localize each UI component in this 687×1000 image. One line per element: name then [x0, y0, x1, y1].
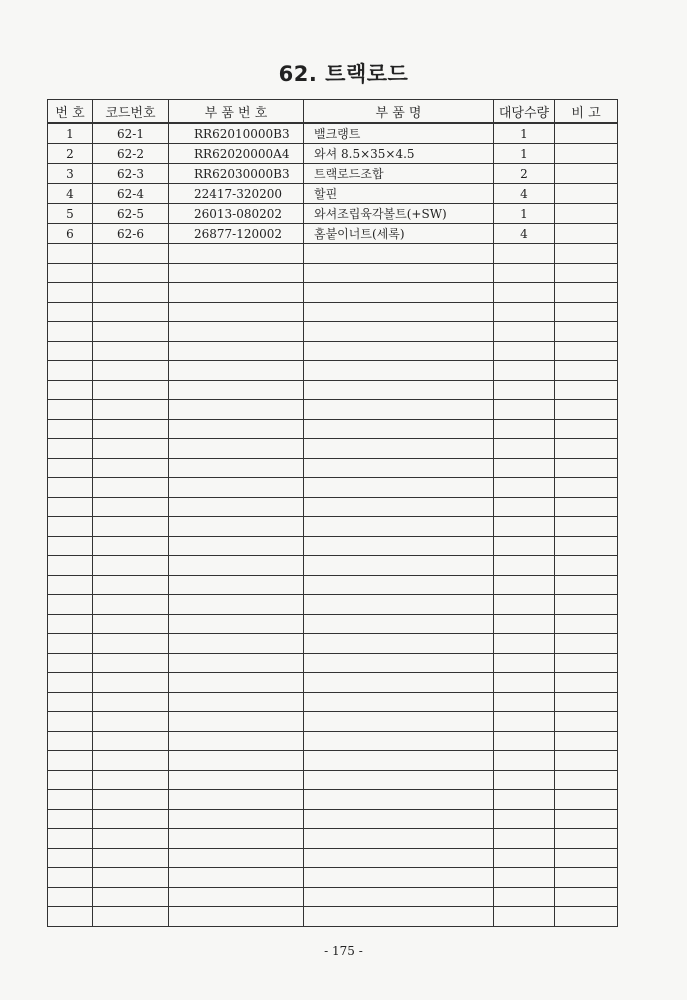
empty-cell: [93, 809, 169, 829]
empty-cell: [48, 439, 93, 459]
empty-cell: [494, 712, 555, 732]
empty-cell: [304, 751, 494, 771]
cell-part-name: 와셔조립육각볼트(+SW): [304, 204, 494, 224]
empty-cell: [48, 478, 93, 498]
empty-table-row: [48, 829, 618, 849]
cell-quantity: 2: [494, 164, 555, 184]
empty-cell: [555, 361, 618, 381]
empty-cell: [494, 322, 555, 342]
empty-cell: [48, 322, 93, 342]
cell-part-number: 26013-080202: [169, 204, 304, 224]
empty-cell: [555, 614, 618, 634]
empty-cell: [555, 458, 618, 478]
parts-table: [47, 99, 618, 927]
empty-cell: [93, 380, 169, 400]
empty-cell: [93, 595, 169, 615]
empty-cell: [93, 731, 169, 751]
empty-cell: [48, 848, 93, 868]
empty-cell: [555, 556, 618, 576]
header-part-name: 부 품 명: [304, 100, 494, 124]
empty-cell: [304, 770, 494, 790]
empty-cell: [555, 400, 618, 420]
empty-cell: [93, 361, 169, 381]
empty-cell: [48, 556, 93, 576]
empty-cell: [555, 263, 618, 283]
empty-cell: [555, 517, 618, 537]
empty-cell: [93, 848, 169, 868]
empty-cell: [169, 244, 304, 264]
empty-cell: [169, 283, 304, 303]
empty-cell: [494, 478, 555, 498]
table-row: [48, 144, 618, 164]
empty-cell: [304, 731, 494, 751]
empty-cell: [169, 595, 304, 615]
empty-cell: [494, 556, 555, 576]
page-title: 62. 트랙로드: [278, 62, 409, 86]
empty-table-row: [48, 692, 618, 712]
empty-cell: [304, 244, 494, 264]
empty-cell: [48, 751, 93, 771]
empty-cell: [48, 400, 93, 420]
empty-table-row: [48, 712, 618, 732]
empty-cell: [494, 458, 555, 478]
empty-cell: [48, 302, 93, 322]
empty-table-row: [48, 634, 618, 654]
empty-cell: [48, 614, 93, 634]
empty-table-row: [48, 341, 618, 361]
empty-cell: [555, 419, 618, 439]
empty-cell: [555, 439, 618, 459]
empty-table-row: [48, 751, 618, 771]
empty-cell: [169, 770, 304, 790]
empty-cell: [48, 653, 93, 673]
empty-cell: [169, 731, 304, 751]
empty-cell: [169, 790, 304, 810]
cell-part-number: RR62010000B3: [169, 123, 304, 144]
empty-cell: [555, 595, 618, 615]
empty-cell: [304, 556, 494, 576]
empty-cell: [494, 595, 555, 615]
empty-cell: [555, 244, 618, 264]
empty-cell: [48, 536, 93, 556]
cell-part-name: 트랙로드조합: [304, 164, 494, 184]
empty-cell: [494, 848, 555, 868]
empty-cell: [48, 634, 93, 654]
cell-quantity: 4: [494, 224, 555, 244]
empty-cell: [304, 478, 494, 498]
empty-cell: [304, 283, 494, 303]
empty-cell: [93, 751, 169, 771]
cell-remarks: [555, 224, 618, 244]
empty-table-row: [48, 536, 618, 556]
empty-cell: [93, 263, 169, 283]
empty-cell: [494, 361, 555, 381]
empty-cell: [93, 517, 169, 537]
empty-cell: [48, 770, 93, 790]
empty-table-row: [48, 868, 618, 888]
empty-cell: [93, 887, 169, 907]
cell-number: 6: [48, 224, 93, 244]
empty-cell: [93, 302, 169, 322]
empty-cell: [169, 673, 304, 693]
empty-cell: [93, 478, 169, 498]
cell-part-number: 22417-320200: [169, 184, 304, 204]
table-row: [48, 184, 618, 204]
cell-number: 1: [48, 123, 93, 144]
cell-quantity: 1: [494, 123, 555, 144]
cell-part-name: 홈붙이너트(세록): [304, 224, 494, 244]
empty-table-row: [48, 478, 618, 498]
empty-cell: [48, 419, 93, 439]
empty-cell: [169, 400, 304, 420]
empty-cell: [304, 653, 494, 673]
empty-cell: [494, 907, 555, 927]
empty-cell: [494, 887, 555, 907]
empty-cell: [494, 673, 555, 693]
empty-cell: [304, 595, 494, 615]
cell-remarks: [555, 123, 618, 144]
empty-table-row: [48, 380, 618, 400]
empty-cell: [169, 361, 304, 381]
empty-cell: [169, 380, 304, 400]
empty-cell: [555, 673, 618, 693]
empty-cell: [304, 439, 494, 459]
empty-cell: [93, 400, 169, 420]
empty-cell: [494, 283, 555, 303]
empty-cell: [48, 458, 93, 478]
empty-cell: [555, 809, 618, 829]
empty-cell: [555, 790, 618, 810]
cell-part-name: 할핀: [304, 184, 494, 204]
empty-cell: [93, 322, 169, 342]
empty-cell: [304, 692, 494, 712]
empty-cell: [93, 653, 169, 673]
empty-cell: [169, 263, 304, 283]
empty-cell: [555, 380, 618, 400]
empty-cell: [494, 809, 555, 829]
empty-cell: [93, 829, 169, 849]
empty-cell: [169, 536, 304, 556]
empty-cell: [304, 341, 494, 361]
empty-cell: [304, 829, 494, 849]
empty-table-row: [48, 770, 618, 790]
empty-cell: [494, 302, 555, 322]
cell-code: 62-3: [93, 164, 169, 184]
empty-cell: [169, 302, 304, 322]
empty-table-row: [48, 595, 618, 615]
empty-cell: [555, 751, 618, 771]
empty-table-row: [48, 458, 618, 478]
empty-table-row: [48, 887, 618, 907]
empty-cell: [169, 458, 304, 478]
empty-cell: [494, 731, 555, 751]
cell-part-name: 와셔 8.5×35×4.5: [304, 144, 494, 164]
empty-table-row: [48, 283, 618, 303]
empty-cell: [494, 380, 555, 400]
header-number: 번 호: [48, 100, 93, 124]
empty-cell: [93, 614, 169, 634]
empty-cell: [169, 419, 304, 439]
empty-cell: [304, 458, 494, 478]
empty-table-row: [48, 575, 618, 595]
cell-part-number: 26877-120002: [169, 224, 304, 244]
empty-table-row: [48, 556, 618, 576]
empty-table-row: [48, 302, 618, 322]
cell-number: 5: [48, 204, 93, 224]
empty-cell: [93, 439, 169, 459]
empty-cell: [304, 419, 494, 439]
empty-cell: [93, 790, 169, 810]
cell-number: 3: [48, 164, 93, 184]
cell-number: 4: [48, 184, 93, 204]
empty-cell: [494, 517, 555, 537]
empty-cell: [555, 653, 618, 673]
header-remarks: 비 고: [555, 100, 618, 124]
empty-cell: [48, 244, 93, 264]
empty-cell: [494, 419, 555, 439]
empty-cell: [494, 653, 555, 673]
empty-cell: [169, 517, 304, 537]
empty-cell: [304, 634, 494, 654]
empty-cell: [555, 848, 618, 868]
empty-cell: [93, 770, 169, 790]
empty-cell: [48, 790, 93, 810]
empty-cell: [93, 419, 169, 439]
table-row: [48, 224, 618, 244]
empty-cell: [48, 868, 93, 888]
empty-cell: [48, 907, 93, 927]
empty-cell: [555, 341, 618, 361]
empty-cell: [48, 829, 93, 849]
empty-cell: [93, 283, 169, 303]
empty-cell: [304, 712, 494, 732]
empty-table-row: [48, 400, 618, 420]
empty-cell: [555, 283, 618, 303]
empty-cell: [494, 770, 555, 790]
cell-remarks: [555, 144, 618, 164]
header-quantity: 대당수량: [494, 100, 555, 124]
empty-cell: [93, 575, 169, 595]
empty-table-row: [48, 322, 618, 342]
empty-cell: [48, 361, 93, 381]
empty-cell: [93, 556, 169, 576]
empty-cell: [169, 653, 304, 673]
empty-cell: [48, 263, 93, 283]
empty-table-row: [48, 809, 618, 829]
empty-cell: [93, 907, 169, 927]
empty-cell: [304, 887, 494, 907]
empty-table-row: [48, 263, 618, 283]
empty-cell: [494, 536, 555, 556]
empty-cell: [494, 497, 555, 517]
empty-cell: [494, 614, 555, 634]
empty-cell: [169, 751, 304, 771]
empty-cell: [48, 575, 93, 595]
empty-cell: [169, 692, 304, 712]
empty-cell: [304, 536, 494, 556]
empty-cell: [48, 283, 93, 303]
cell-part-number: RR62020000A4: [169, 144, 304, 164]
empty-cell: [169, 497, 304, 517]
empty-cell: [494, 790, 555, 810]
empty-cell: [555, 829, 618, 849]
empty-cell: [93, 692, 169, 712]
empty-cell: [169, 829, 304, 849]
empty-cell: [555, 634, 618, 654]
cell-code: 62-4: [93, 184, 169, 204]
empty-cell: [555, 302, 618, 322]
table-header-row: [48, 100, 618, 124]
cell-code: 62-5: [93, 204, 169, 224]
empty-table-row: [48, 653, 618, 673]
empty-table-row: [48, 614, 618, 634]
empty-cell: [169, 478, 304, 498]
page-number: - 175 -: [324, 944, 363, 958]
empty-table-row: [48, 517, 618, 537]
empty-cell: [304, 907, 494, 927]
empty-cell: [169, 887, 304, 907]
empty-cell: [169, 341, 304, 361]
header-code-number: 코드번호: [93, 100, 169, 124]
empty-table-row: [48, 419, 618, 439]
empty-cell: [169, 907, 304, 927]
empty-cell: [555, 770, 618, 790]
empty-cell: [555, 907, 618, 927]
empty-cell: [48, 712, 93, 732]
empty-cell: [48, 497, 93, 517]
empty-cell: [494, 263, 555, 283]
empty-cell: [48, 341, 93, 361]
cell-code: 62-2: [93, 144, 169, 164]
table-row: [48, 164, 618, 184]
empty-cell: [304, 517, 494, 537]
empty-cell: [304, 673, 494, 693]
empty-cell: [169, 712, 304, 732]
empty-cell: [555, 887, 618, 907]
cell-number: 2: [48, 144, 93, 164]
cell-remarks: [555, 164, 618, 184]
empty-table-row: [48, 244, 618, 264]
empty-cell: [93, 244, 169, 264]
empty-cell: [93, 458, 169, 478]
empty-table-row: [48, 907, 618, 927]
empty-cell: [494, 341, 555, 361]
empty-cell: [169, 634, 304, 654]
empty-cell: [93, 673, 169, 693]
empty-table-row: [48, 497, 618, 517]
empty-cell: [304, 400, 494, 420]
empty-cell: [494, 634, 555, 654]
empty-cell: [304, 614, 494, 634]
empty-cell: [48, 809, 93, 829]
empty-cell: [169, 322, 304, 342]
cell-code: 62-1: [93, 123, 169, 144]
empty-cell: [304, 263, 494, 283]
empty-cell: [494, 575, 555, 595]
empty-cell: [48, 731, 93, 751]
cell-quantity: 1: [494, 144, 555, 164]
empty-cell: [555, 575, 618, 595]
cell-remarks: [555, 184, 618, 204]
empty-cell: [48, 673, 93, 693]
empty-cell: [169, 575, 304, 595]
empty-table-row: [48, 361, 618, 381]
empty-cell: [169, 614, 304, 634]
empty-cell: [169, 809, 304, 829]
empty-cell: [304, 302, 494, 322]
empty-cell: [555, 478, 618, 498]
empty-cell: [304, 380, 494, 400]
empty-cell: [555, 322, 618, 342]
empty-cell: [169, 868, 304, 888]
cell-quantity: 4: [494, 184, 555, 204]
empty-cell: [304, 809, 494, 829]
empty-table-row: [48, 848, 618, 868]
empty-cell: [48, 595, 93, 615]
empty-cell: [555, 868, 618, 888]
empty-cell: [555, 536, 618, 556]
empty-cell: [48, 517, 93, 537]
empty-cell: [169, 848, 304, 868]
empty-cell: [48, 887, 93, 907]
empty-cell: [494, 400, 555, 420]
empty-cell: [93, 634, 169, 654]
cell-part-number: RR62030000B3: [169, 164, 304, 184]
empty-cell: [555, 497, 618, 517]
header-part-number: 부 품 번 호: [169, 100, 304, 124]
cell-part-name: 밸크랭트: [304, 123, 494, 144]
empty-cell: [304, 575, 494, 595]
empty-cell: [304, 361, 494, 381]
empty-cell: [304, 790, 494, 810]
empty-cell: [304, 322, 494, 342]
empty-cell: [93, 536, 169, 556]
empty-cell: [48, 692, 93, 712]
empty-cell: [304, 848, 494, 868]
empty-cell: [494, 751, 555, 771]
empty-cell: [494, 692, 555, 712]
empty-table-row: [48, 439, 618, 459]
empty-cell: [494, 868, 555, 888]
cell-quantity: 1: [494, 204, 555, 224]
empty-cell: [93, 868, 169, 888]
empty-cell: [169, 556, 304, 576]
empty-cell: [555, 692, 618, 712]
empty-table-row: [48, 790, 618, 810]
cell-remarks: [555, 204, 618, 224]
empty-cell: [48, 380, 93, 400]
empty-cell: [169, 439, 304, 459]
cell-code: 62-6: [93, 224, 169, 244]
table-row: [48, 123, 618, 144]
empty-cell: [555, 712, 618, 732]
empty-cell: [494, 829, 555, 849]
table-row: [48, 204, 618, 224]
empty-cell: [494, 439, 555, 459]
empty-cell: [304, 868, 494, 888]
empty-table-row: [48, 731, 618, 751]
empty-cell: [93, 341, 169, 361]
empty-cell: [555, 731, 618, 751]
empty-cell: [304, 497, 494, 517]
empty-cell: [93, 712, 169, 732]
empty-cell: [494, 244, 555, 264]
empty-table-row: [48, 673, 618, 693]
empty-cell: [93, 497, 169, 517]
